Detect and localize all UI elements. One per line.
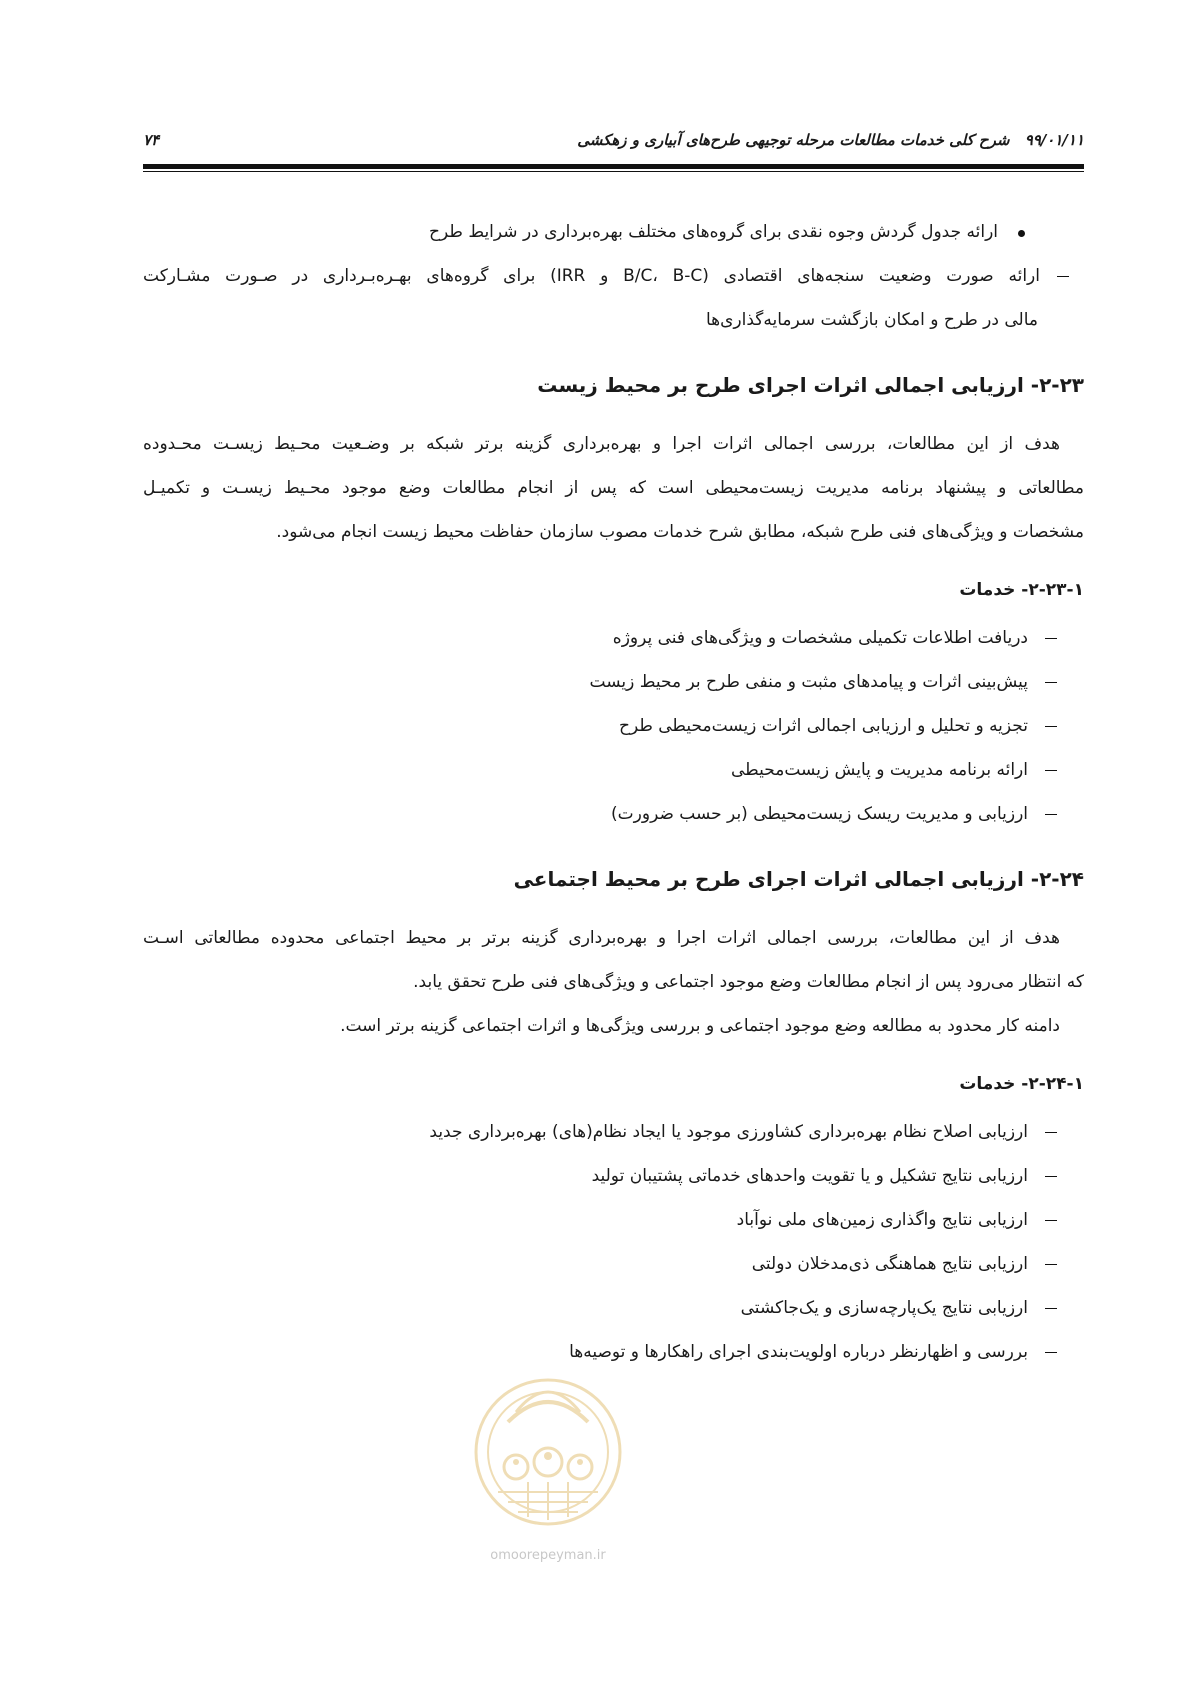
page-header [143,126,1084,154]
list-item-text: پیش‌بینی اثرات و پیامدهای مثبت و منفی طرح بر محیط زیست [589,672,1028,692]
dash-icon [1040,704,1062,748]
dash-icon [1040,1286,1062,1330]
dash-icon [1040,792,1062,836]
dash-icon [1040,616,1062,660]
header-title: شرح کلی خدمات مطالعات مرحله توجیهی طرح‌های آبیاری و زهکشی [577,131,1010,149]
watermark-emblem-icon [468,1352,628,1542]
watermark-logo [468,1352,628,1562]
watermark-url: omoorepeyman.ir [490,1548,606,1563]
list-item [143,1286,1084,1330]
list-item-text: تجزیه و تحلیل و ارزیابی اجمالی اثرات زیست‌محیطی طرح [618,716,1028,736]
dash-item-text-line1: ارائه صورت وضعیت سنجه‌های اقتصادی (B/C، B-C و IRR) برای گروه‌های بهـره‌بـرداری در صـورت مشـارکت [143,266,1040,286]
list-item-text: ارزیابی نتایج تشکیل و یا تقویت واحدهای خدماتی پشتیبان تولید [591,1166,1028,1186]
bullet-item-text: ارائه جدول گردش وجوه نقدی برای گروه‌های مختلف بهره‌برداری در شرایط طرح [429,222,998,242]
dash-item-continuation: مالی در طرح و امکان بازگشت سرمایه‌گذاری‌ها [705,310,1038,330]
list-item [143,748,1084,792]
page-number: ۷۴ [143,131,160,149]
list-item [143,792,1084,836]
section-24-heading: ۲-۲۴- ارزیابی اجمالی اثرات اجرای طرح بر محیط اجتماعی [513,867,1084,891]
list-item-text: بررسی و اظهارنظر درباره اولویت‌بندی اجرای راهکارها و توصیه‌ها [569,1342,1028,1362]
section-24-paragraph-line1: هدف از این مطالعات، بررسی اجمالی اثرات اجرا و بهره‌برداری گزینه برتر بر محیط اجتماعی محدوده مطالعاتی اسـت [143,928,1060,948]
section-23-paragraph-line1: هدف از این مطالعات، بررسی اجمالی اثرات اجرا و بهره‌برداری گزینه برتر شبکه بر وضـعیت محـیط زیسـت محـدوده [143,434,1060,454]
bullet-item [143,210,1084,254]
bullet-icon [1010,210,1032,254]
list-item [143,616,1084,660]
section-23-1-heading: ۲-۲۳-۱- خدمات [959,580,1084,600]
dash-icon [1052,254,1074,298]
list-item-text: ارزیابی نتایج هماهنگی ذی‌مدخلان دولتی [751,1254,1028,1274]
list-item-text: ارائه برنامه مدیریت و پایش زیست‌محیطی [731,760,1028,780]
header-rule-thick [143,164,1084,169]
list-item-text: ارزیابی نتایج واگذاری زمین‌های ملی نوآباد [736,1210,1028,1230]
section-23-paragraph-line2: مطالعاتی و پیشنهاد برنامه مدیریت زیست‌محیطی است که پس از انجام مطالعات وضع موجود محـیط زیسـت و تکمیـل [143,478,1084,498]
section-24-1-heading: ۲-۲۴-۱- خدمات [959,1074,1084,1094]
list-item [143,1154,1084,1198]
page-content [143,210,1084,1374]
list-item [143,1110,1084,1154]
section-24-paragraph2: دامنه کار محدود به مطالعه وضع موجود اجتماعی و بررسی ویژگی‌ها و اثرات اجتماعی گزینه برتر است. [340,1016,1060,1036]
dash-icon [1040,748,1062,792]
list-item-text: دریافت اطلاعات تکمیلی مشخصات و ویژگی‌های فنی پروژه [612,628,1028,648]
list-item-text: ارزیابی اصلاح نظام بهره‌برداری کشاورزی موجود یا ایجاد نظام(های) بهره‌برداری جدید [429,1122,1028,1142]
dash-icon [1040,1330,1062,1374]
dash-icon [1040,1110,1062,1154]
header-title-group [577,131,1084,149]
section-23-heading: ۲-۲۳- ارزیابی اجمالی اثرات اجرای طرح بر محیط زیست [537,373,1084,397]
dash-icon [1040,1242,1062,1286]
list-item [143,704,1084,748]
dash-icon [1040,660,1062,704]
list-item [143,1242,1084,1286]
list-item [143,660,1084,704]
dash-icon [1040,1154,1062,1198]
dash-icon [1040,1198,1062,1242]
header-rule-thin [143,171,1084,172]
list-item-text: ارزیابی نتایج یک‌پارچه‌سازی و یک‌جاکشتی [740,1298,1028,1318]
header-date: ۹۹/۰۱/۱۱ [1024,131,1084,149]
list-item [143,1198,1084,1242]
section-23-paragraph-line3: مشخصات و ویژگی‌های فنی طرح شبکه، مطابق شرح خدمات مصوب سازمان حفاظت محیط زیست انجام می‌شود. [276,522,1084,542]
section-24-paragraph-line2: که انتظار می‌رود پس از انجام مطالعات وضع موجود اجتماعی و ویژگی‌های فنی طرح تحقق یابد. [413,972,1084,992]
dash-item [143,254,1084,298]
list-item-text: ارزیابی و مدیریت ریسک زیست‌محیطی (بر حسب ضرورت) [611,804,1028,824]
